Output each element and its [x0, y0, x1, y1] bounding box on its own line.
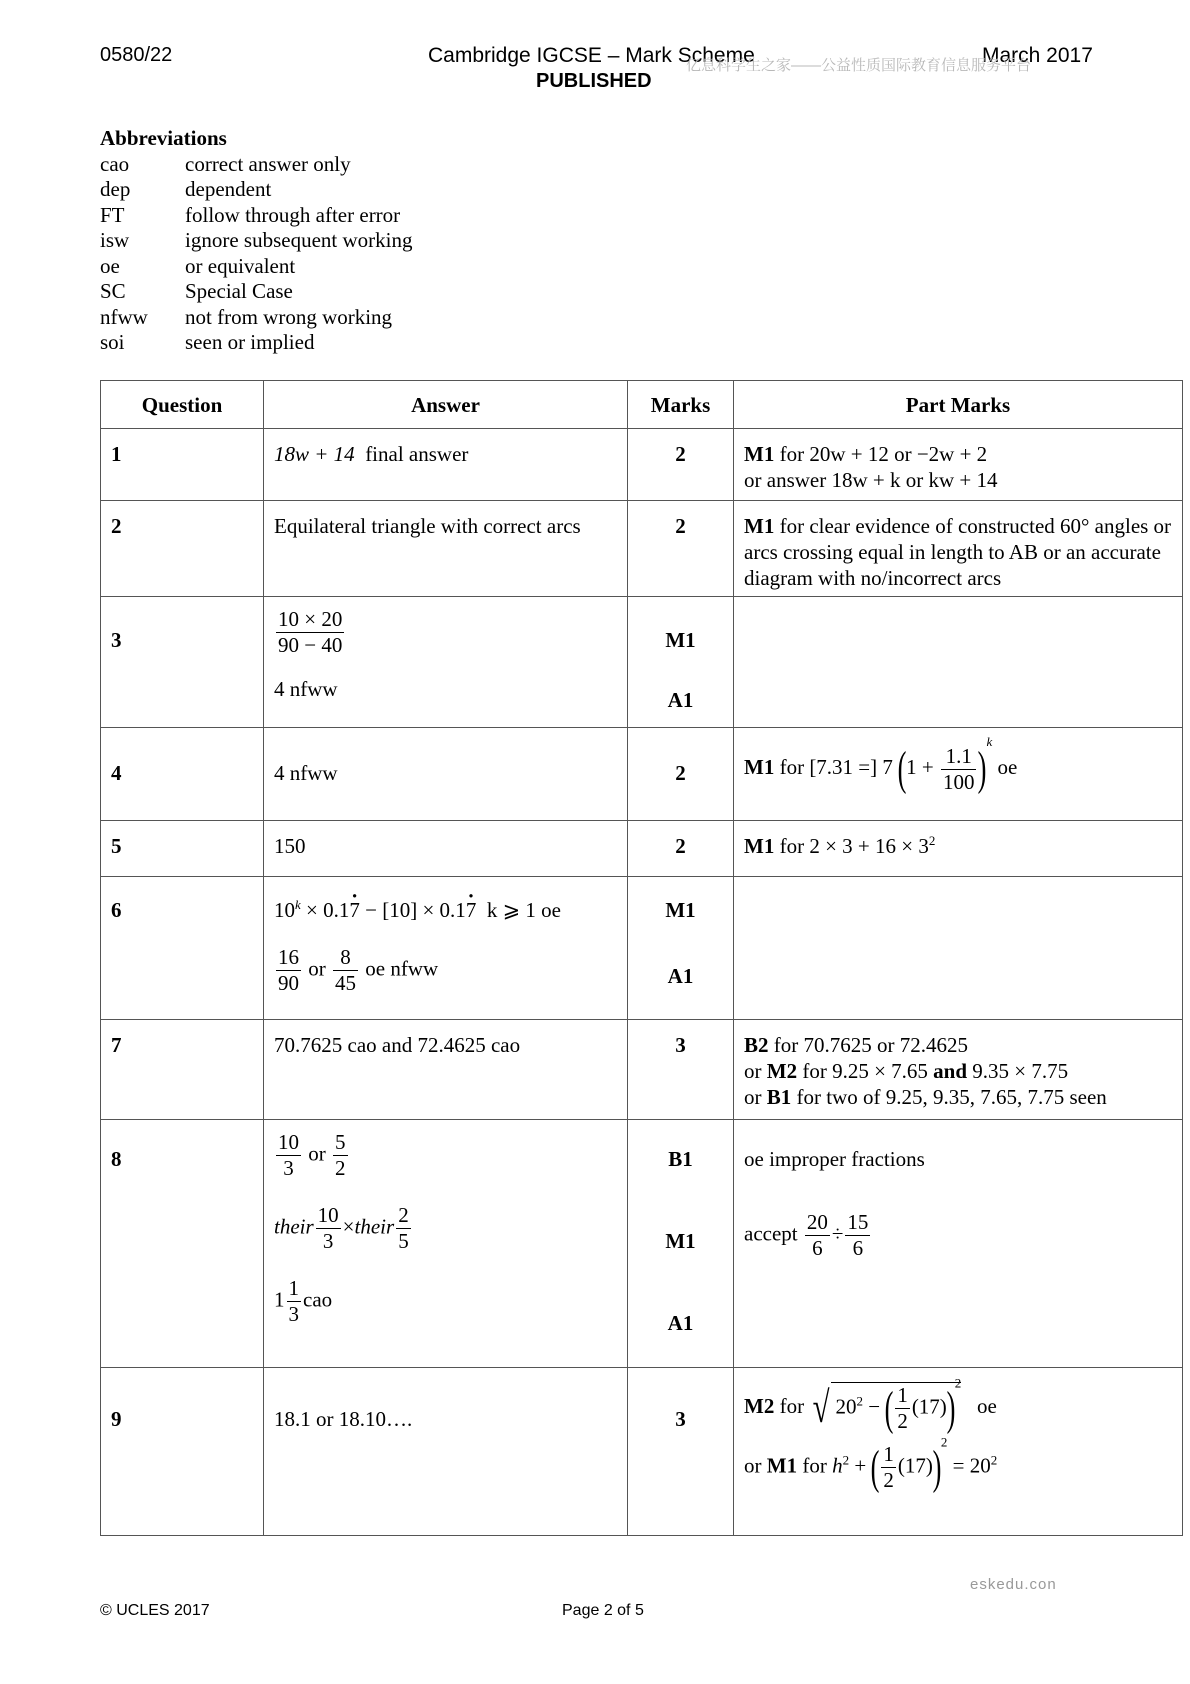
- answer-cell: $\frac{10}{3}$ or $\frac{5}{2}$ their $\frac{10}{3}$ ×their $\frac{2}{5}$ 1 $\frac{1}{3}$ cao: [264, 1120, 628, 1368]
- col-answer-header: Answer: [264, 381, 628, 429]
- abbreviation-row: [100, 279, 412, 305]
- table-row: [101, 821, 1183, 877]
- marks-cell: 2: [628, 728, 734, 821]
- question-number: 4: [101, 728, 264, 821]
- abbreviation-code: nfww: [100, 304, 148, 329]
- part-marks-cell: M1 for $2 \times 3 + 16 \times 3^2$: [734, 821, 1183, 877]
- abbreviation-meaning: ignore subsequent working: [185, 228, 413, 252]
- fraction: $\frac{10 \times 20}{90 - 40}$: [278, 607, 343, 657]
- abbreviation-code: SC: [100, 279, 126, 303]
- part-marks-cell: M2 for √ $20^2$ − ( $\frac{1}{2}$ (17))$^2$ oe or M1 for $h^2$ + ( $\frac{1}{2}$ $(17))^2 = 20^2$: [734, 1368, 1183, 1536]
- answer-cell: Equilateral triangle with correct arcs: [264, 501, 628, 597]
- table-row: [101, 1368, 1183, 1536]
- abbreviation-meaning: follow through after error: [185, 202, 401, 227]
- part-marks-cell: M1 for 20w + 12 or −2w + 2 or answer 18w + k or kw + 14: [734, 429, 1183, 501]
- part-marks-cell: M1 for [7.31 =] 7 (1 + $\frac{1.1}{100}$ )$^k$ oe: [734, 728, 1183, 821]
- abbreviations-section: [100, 126, 412, 356]
- answer-cell: 10$^k$ × 0.1· 7 − [10] × 0.1· 7 k ⩾ 1 oe $\frac{16}{90}$ or $\frac{8}{45}$ oe nfww: [264, 877, 628, 1020]
- marks-cell: 2: [628, 821, 734, 877]
- abbreviation-row: [100, 254, 412, 280]
- abbreviation-code: soi: [100, 330, 125, 354]
- answer-cell: 18w + 14 final answer: [264, 429, 628, 501]
- question-number: 9: [101, 1368, 264, 1536]
- table-row: [101, 597, 1183, 728]
- abbreviation-meaning: or equivalent: [185, 253, 296, 278]
- abbreviations-title: Abbreviations: [100, 126, 227, 150]
- answer-cell: 4 nfww: [264, 728, 628, 821]
- header-watermark: 亿息科学生之家——公益性质国际教育信息服务平台: [686, 57, 1032, 74]
- col-question-header: Question: [101, 381, 264, 429]
- abbreviation-meaning: dependent: [185, 177, 272, 201]
- question-number: 3: [101, 597, 264, 728]
- abbreviation-code: isw: [100, 228, 130, 252]
- table-row: [101, 728, 1183, 821]
- part-marks-cell: [734, 877, 1183, 1020]
- abbreviation-row: [100, 330, 412, 356]
- marks-cell: 2: [628, 501, 734, 597]
- abbreviation-code: oe: [100, 253, 120, 278]
- abbreviation-meaning: correct answer only: [185, 151, 351, 176]
- question-number: 7: [101, 1020, 264, 1120]
- marks-cell: 3: [628, 1368, 734, 1536]
- abbreviation-row: [100, 305, 412, 331]
- footer-page-number: Page 2 of 5: [562, 1602, 644, 1619]
- abbreviation-row: [100, 203, 412, 229]
- abbreviations-list: [100, 152, 412, 356]
- answer-cell: 18.1 or 18.10….: [264, 1368, 628, 1536]
- doc-date: March 2017: [982, 44, 1093, 67]
- table-row: [101, 1120, 1183, 1368]
- abbreviation-row: [100, 152, 412, 178]
- question-number: 2: [101, 501, 264, 597]
- table-row: [101, 877, 1183, 1020]
- question-number: 8: [101, 1120, 264, 1368]
- abbreviation-meaning: seen or implied: [185, 330, 315, 354]
- part-marks-cell: B2 for 70.7625 or 72.4625 or M2 for 9.25 × 7.65 and 9.35 × 7.75 or B1 for two of 9.25, 9.35, 7.65, 7.75 seen: [734, 1020, 1183, 1120]
- marks-cell: M1 A1: [628, 877, 734, 1020]
- abbreviation-meaning: Special Case: [185, 279, 293, 303]
- col-part-marks-header: Part Marks: [734, 381, 1183, 429]
- abbreviation-code: FT: [100, 202, 125, 227]
- table-row: [101, 1020, 1183, 1120]
- marks-cell: 3: [628, 1020, 734, 1120]
- part-marks-cell: oe improper fractions accept $\frac{20}{6}$ ÷ $\frac{15}{6}$: [734, 1120, 1183, 1368]
- doc-code: 0580/22: [100, 44, 173, 66]
- abbreviation-code: cao: [100, 151, 130, 176]
- abbreviation-row: [100, 228, 412, 254]
- footer-watermark: eskedu.con: [970, 1576, 1057, 1593]
- part-marks-cell: M1 for clear evidence of constructed 60° angles or arcs crossing equal in length to AB or an accurate diagram with no/incorrect arcs: [734, 501, 1183, 597]
- doc-title: Cambridge IGCSE – Mark Scheme: [428, 44, 755, 67]
- marks-cell: B1 M1 A1: [628, 1120, 734, 1368]
- col-marks-header: Marks: [628, 381, 734, 429]
- answer-cell: 150: [264, 821, 628, 877]
- mark-scheme-table: [100, 380, 1183, 1536]
- question-number: 5: [101, 821, 264, 877]
- marks-cell: M1 A1: [628, 597, 734, 728]
- abbreviation-row: [100, 177, 412, 203]
- question-number: 6: [101, 877, 264, 1020]
- abbreviation-code: dep: [100, 177, 131, 201]
- footer-copyright: © UCLES 2017: [100, 1602, 210, 1619]
- part-marks-cell: [734, 597, 1183, 728]
- question-number: 1: [101, 429, 264, 501]
- marks-cell: 2: [628, 429, 734, 501]
- table-row: [101, 501, 1183, 597]
- table-row: [101, 429, 1183, 501]
- doc-status: PUBLISHED: [536, 70, 652, 92]
- abbreviation-meaning: not from wrong working: [185, 304, 393, 329]
- answer-cell: $\frac{10 \times 20}{90 - 40}$ 4 nfww: [264, 597, 628, 728]
- answer-cell: 70.7625 cao and 72.4625 cao: [264, 1020, 628, 1120]
- table-header-row: [101, 381, 1183, 429]
